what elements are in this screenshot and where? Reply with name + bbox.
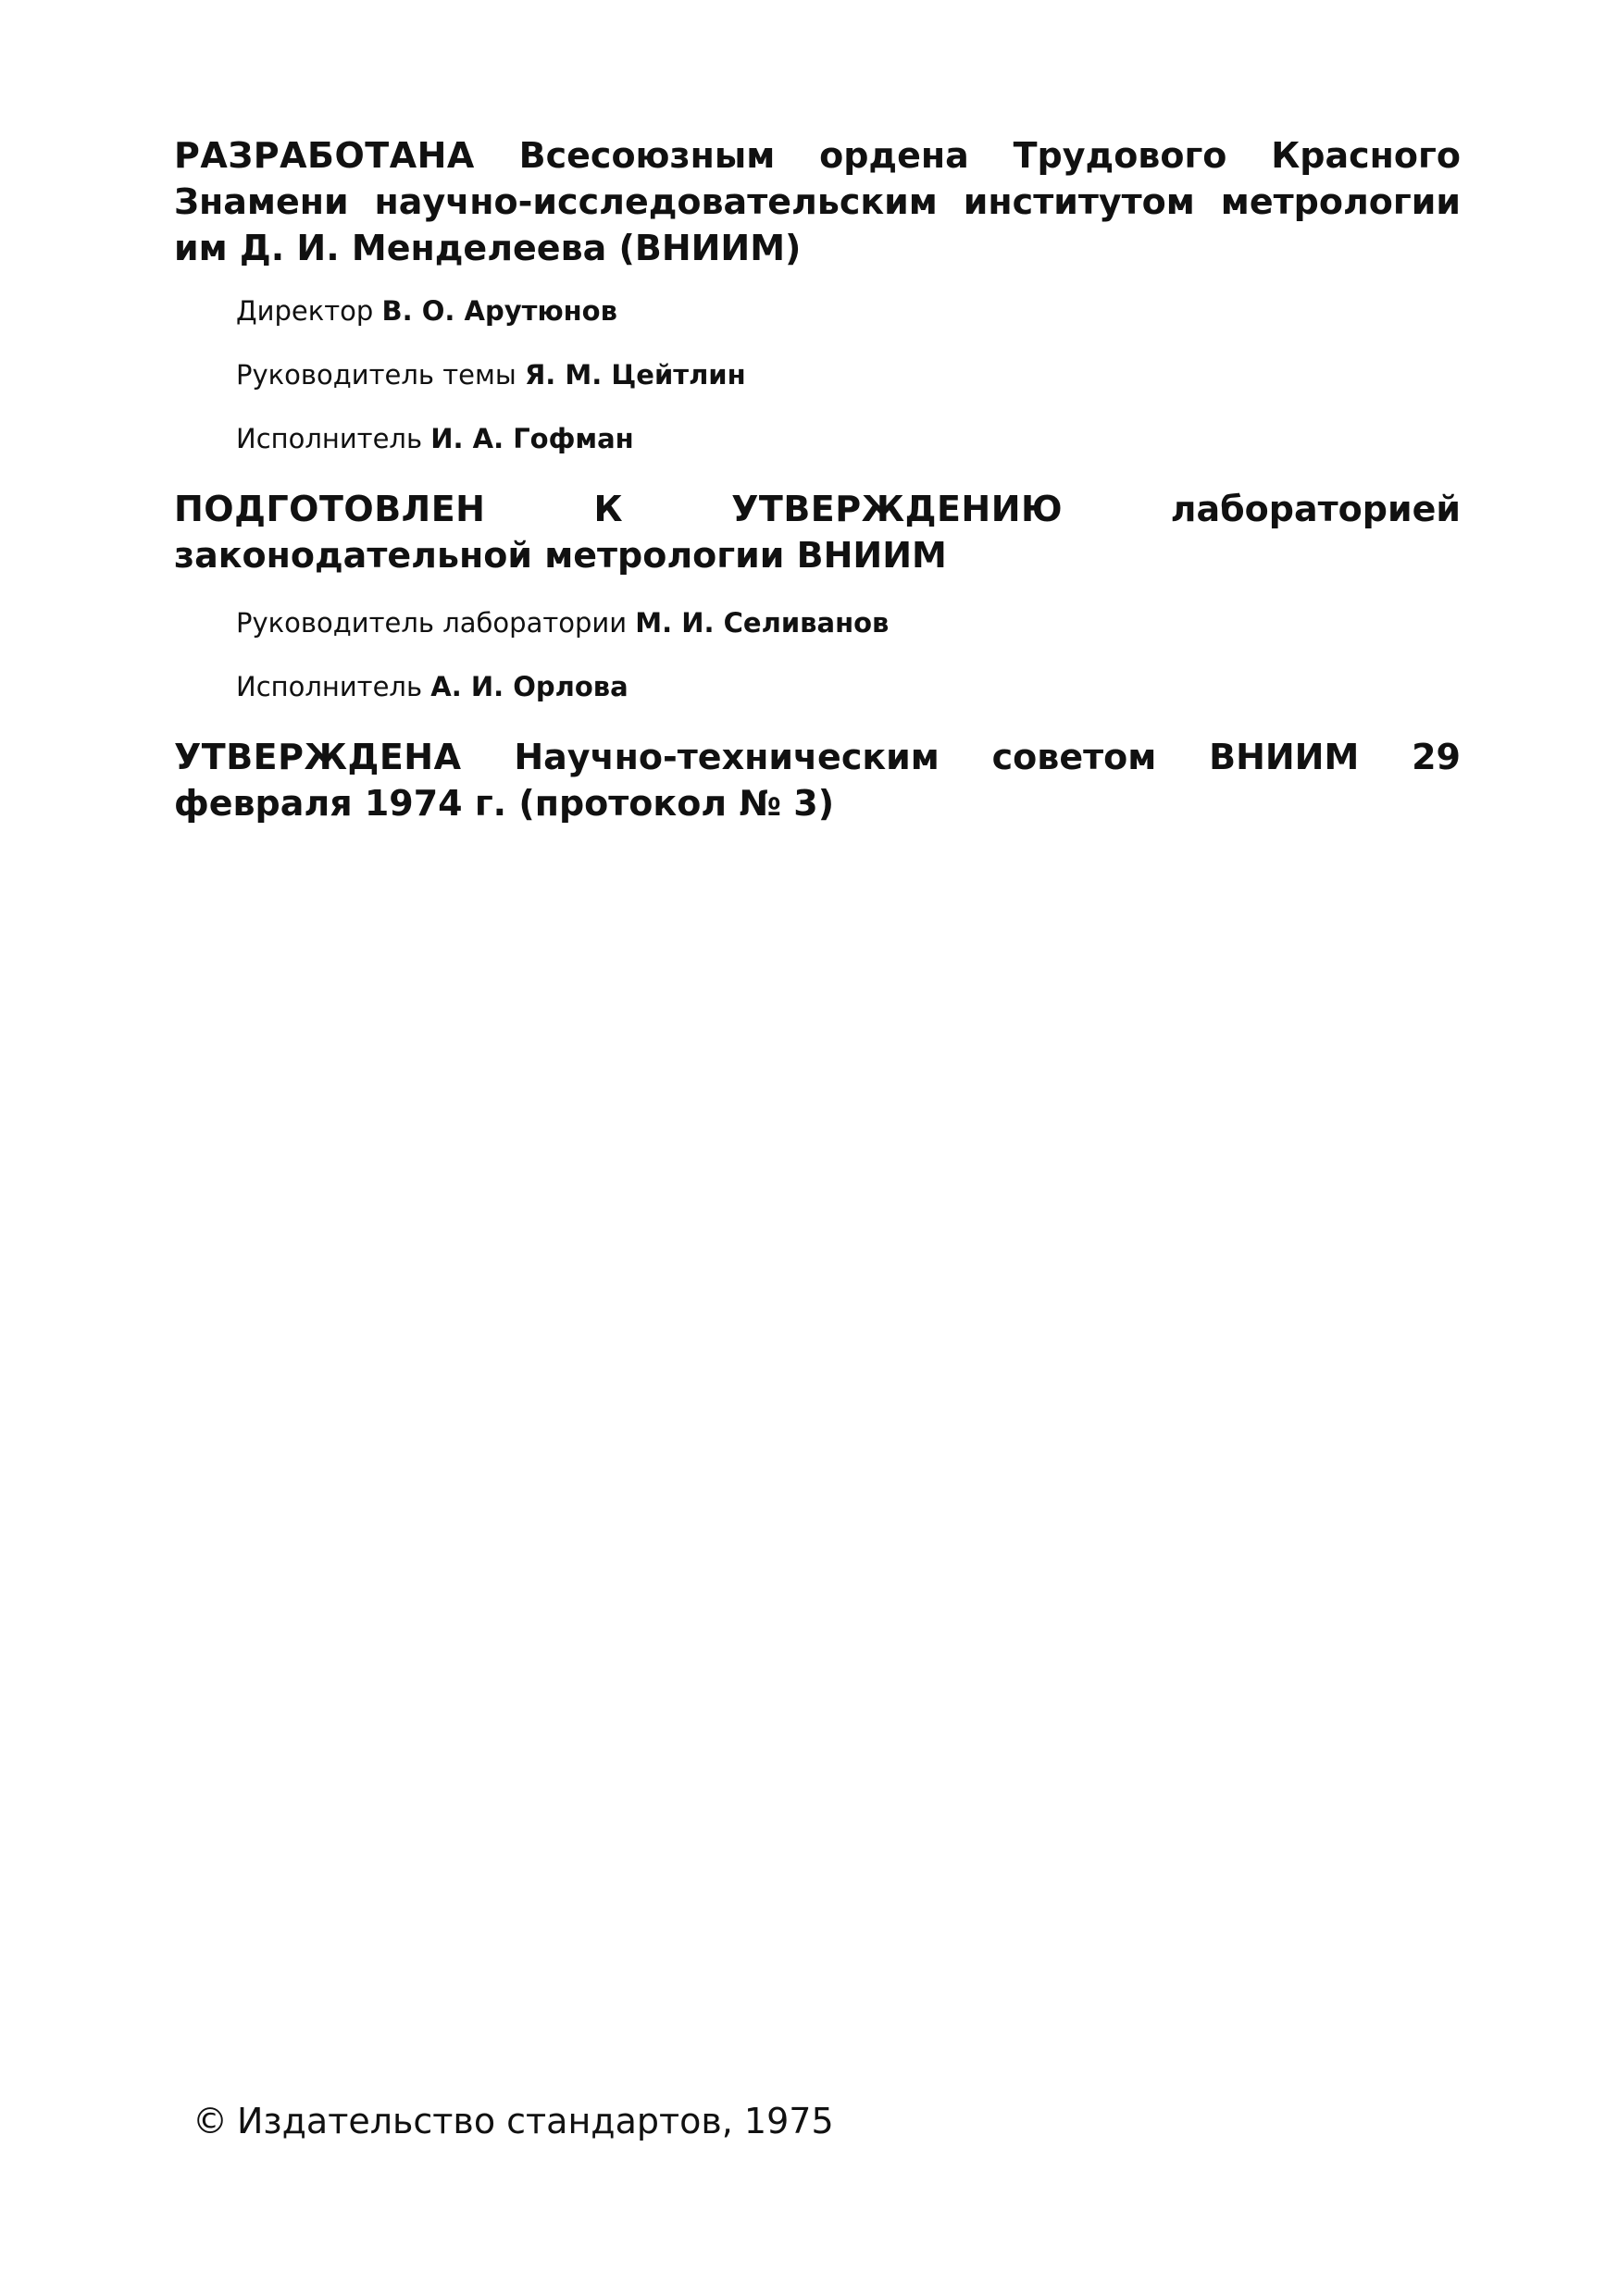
prepared-lead: ПОДГОТОВЛЕН К УТВЕРЖДЕНИЮ [174, 489, 1064, 529]
person-director [236, 294, 617, 328]
prepared-text: лабораторией законодательной метрологии ВНИИМ [174, 489, 1461, 576]
approved-lead: УТВЕРЖДЕНА [174, 737, 462, 777]
person-name: И. А. Гофман [430, 423, 634, 454]
approved-text: Научно-техническим советом ВНИИМ 29 февраля 1974 г. (протокол № 3) [174, 737, 1461, 824]
copyright-icon: © [193, 2101, 228, 2141]
developed-by-paragraph [174, 132, 1461, 271]
developed-by-lead: РАЗРАБОТАНА [174, 135, 475, 176]
person-lab-head [236, 606, 889, 639]
person-name: М. И. Селиванов [635, 607, 890, 639]
copyright-line [193, 2099, 834, 2143]
person-executor-1 [236, 422, 634, 455]
person-executor-2 [236, 670, 629, 703]
person-role: Руководитель темы [236, 359, 517, 391]
person-role: Руководитель лаборатории [236, 607, 628, 639]
person-name: Я. М. Цейтлин [524, 359, 746, 391]
person-name: А. И. Орлова [430, 671, 629, 702]
developed-by-text: Всесоюзным ордена Трудового Красного Знамени научно-исследовательским институтом метрологии им Д. И. Менделеева (ВНИИМ) [174, 135, 1461, 268]
person-role: Исполнитель [236, 671, 423, 702]
person-role: Исполнитель [236, 423, 423, 454]
person-role: Директор [236, 295, 374, 327]
prepared-paragraph [174, 486, 1461, 578]
person-name: В. О. Арутюнов [381, 295, 617, 327]
approved-paragraph [174, 734, 1461, 826]
person-topic-lead [236, 358, 746, 391]
copyright-text: Издательство стандартов, 1975 [237, 2101, 834, 2141]
